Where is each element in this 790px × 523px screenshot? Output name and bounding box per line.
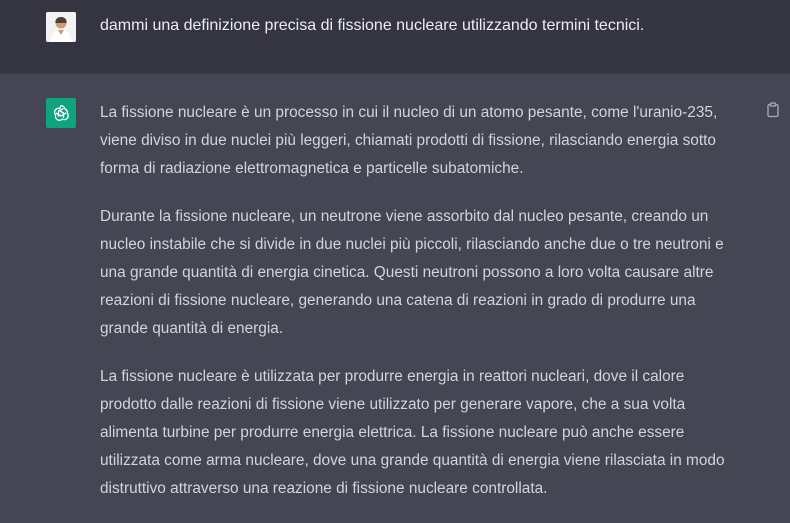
answer-line: La fissione nucleare è un processo in cui il nucleo di un atomo pesante, come l'uranio-235,: [100, 104, 718, 121]
answer-line: distruttivo attraverso una reazione di fissione nucleare controllata.: [100, 480, 548, 497]
answer-line: Durante la fissione nucleare, un neutrone viene assorbito dal nucleo pesante, creando un: [100, 208, 709, 225]
openai-logo-icon: [46, 98, 76, 128]
answer-line: prodotto dalle reazioni di fissione viene utilizzato per generare vapore, che a sua volta: [100, 396, 686, 413]
answer-line: La fissione nucleare è utilizzata per produrre energia in reattori nucleari, dove il calore: [100, 368, 685, 385]
assistant-message-text: [100, 99, 752, 523]
user-message-text: dammi una definizione precisa di fissione nucleare utilizzando termini tecnici.: [100, 17, 645, 34]
answer-line: reazioni di fissione nucleare, generando una catena di reazioni in grado di produrre una: [100, 292, 696, 309]
answer-line: forma di radiazione elettromagnetica e particelle subatomiche.: [100, 160, 524, 177]
answer-paragraph-1: [100, 99, 752, 183]
answer-paragraph-3: [100, 363, 752, 503]
answer-line: grande quantità di energia.: [100, 320, 284, 337]
answer-line: nucleo instabile che si divide in due nuclei più piccoli, rilasciando anche due o tre neutroni e: [100, 236, 724, 253]
user-message-row: [0, 0, 790, 74]
answer-line: una grande quantità di energia cinetica. Questi neutroni possono a loro volta causare altre: [100, 264, 714, 281]
user-avatar-icon: [46, 12, 76, 42]
clipboard-icon: [765, 102, 781, 118]
answer-line: viene diviso in due nuclei più leggeri, chiamati prodotti di fissione, rilasciando energia sotto: [100, 132, 716, 149]
assistant-message-row: [0, 74, 790, 509]
answer-line: utilizzata come arma nucleare, dove una grande quantità di energia viene rilasciata in modo: [100, 452, 725, 469]
answer-line: alimenta turbine per produrre energia elettrica. La fissione nucleare può anche essere: [100, 424, 685, 441]
answer-paragraph-2: [100, 203, 752, 343]
copy-button[interactable]: [765, 102, 781, 118]
